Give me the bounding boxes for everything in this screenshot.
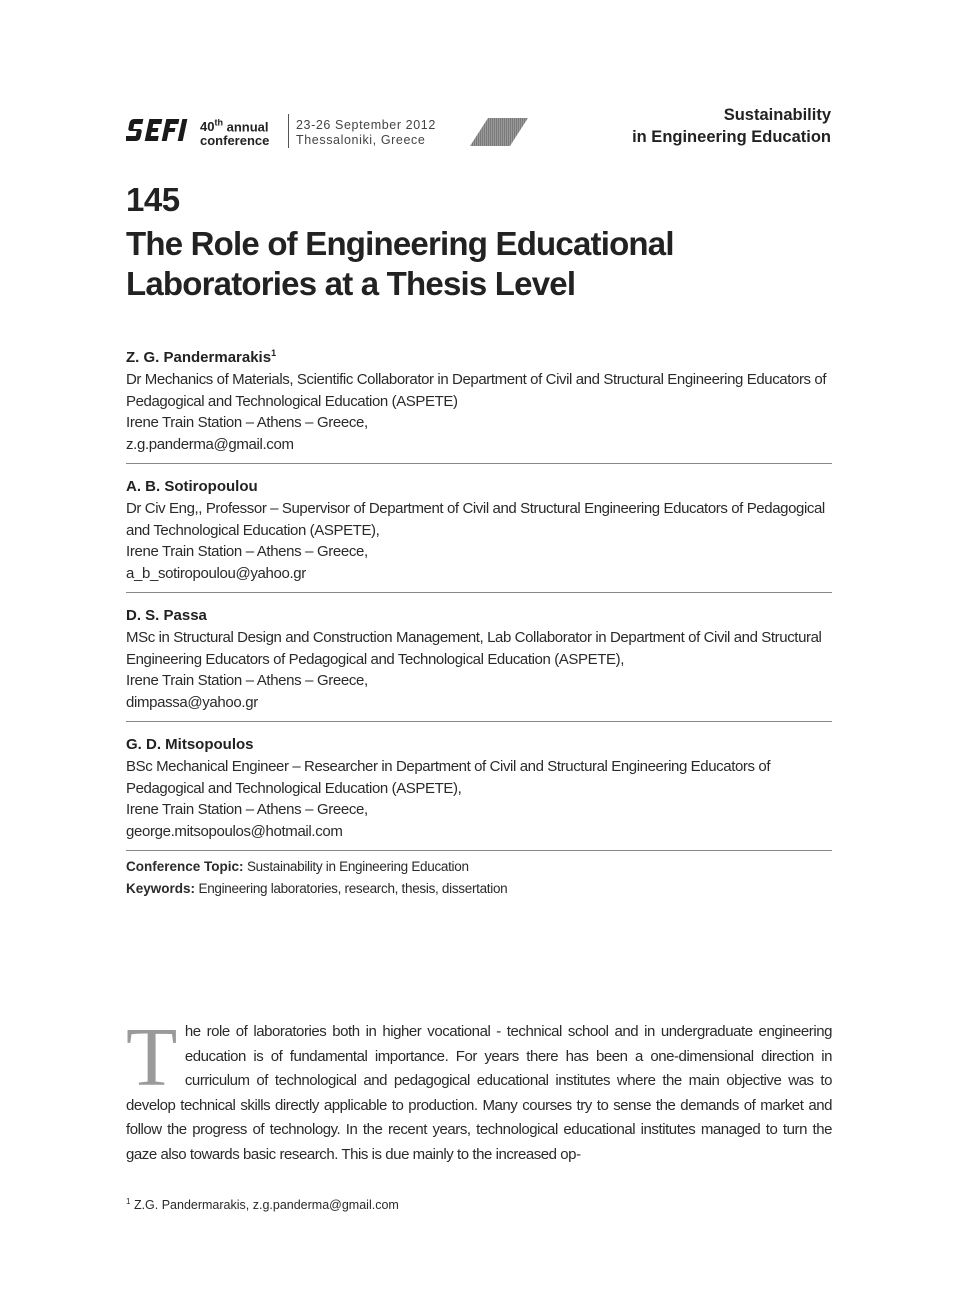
paper-title-line1: The Role of Engineering Educational — [126, 225, 674, 262]
paper-title-line2: Laboratories at a Thesis Level — [126, 265, 576, 302]
paper-meta — [126, 856, 832, 899]
header-topic-line1: Sustainability — [723, 106, 831, 124]
author-name: D. S. Passa — [126, 607, 207, 624]
conference-topic — [126, 856, 832, 878]
author-address: Irene Train Station – Athens – Greece, — [126, 801, 368, 818]
conference-word: conference — [200, 133, 270, 149]
conference-topic-value: Sustainability in Engineering Education — [246, 859, 469, 874]
author-email[interactable]: dimpassa@yahoo.gr — [126, 693, 258, 711]
authors-divider — [126, 850, 832, 851]
author-list — [126, 342, 832, 851]
body-paragraph — [126, 1011, 832, 1167]
author-address: Irene Train Station – Athens – Greece, — [126, 543, 368, 560]
author-affiliation: Dr Mechanics of Materials, Scientific Collaborator in Department of Civil and Structural Engineering Educators of Pedagogical and Technological Education (ASPETE) — [126, 371, 827, 410]
paper-title — [126, 224, 831, 304]
author-email[interactable]: z.g.panderma@gmail.com — [126, 435, 294, 453]
conference-label — [200, 116, 269, 148]
author-block — [126, 592, 832, 721]
author-address: Irene Train Station – Athens – Greece, — [126, 414, 368, 431]
conference-dates-location — [296, 118, 436, 148]
sefi-logo — [126, 116, 192, 146]
author-affiliation: Dr Civ Eng,, Professor – Supervisor of Department of Civil and Structural Engineering Educators of Pedagogical and Technological Education (ASPETE), — [126, 500, 825, 539]
conference-location: Thessaloniki, Greece — [296, 133, 426, 147]
paper-number: 145 — [126, 181, 180, 218]
body-text: he role of laboratories both in higher vocational - technical school and in undergraduate engineering education is of fundamental importance. For years there has been a one-dimensional direction in curriculum of technological and pedagogical educational institutes where the main objective was to develop technical skills directly applicable to production. Many courses try to sense the demands of market and follow the progress of technology. In the recent years, technological educational institutes managed to turn the gaze also towards basic research. This is due mainly to the increased op- — [126, 1023, 832, 1163]
header-topic — [632, 104, 831, 148]
author-name: Z. G. Pandermarakis$^1$ — [126, 348, 277, 366]
drop-cap: T — [126, 1011, 177, 1104]
footnote — [126, 1197, 399, 1212]
keywords-label: Keywords: — [126, 880, 196, 896]
conference-dates: 23-26 September 2012 — [296, 118, 436, 132]
conference-ordinal: 40th — [200, 118, 223, 135]
header-divider — [288, 114, 289, 148]
author-name: G. D. Mitsopoulos — [126, 736, 254, 753]
author-email[interactable]: george.mitsopoulos@hotmail.com — [126, 822, 343, 840]
page-header — [126, 100, 831, 160]
keywords — [126, 878, 832, 900]
author-name: A. B. Sotiropoulou — [126, 478, 258, 495]
author-email[interactable]: a_b_sotiropoulou@yahoo.gr — [126, 564, 306, 582]
author-affiliation: BSc Mechanical Engineer – Researcher in Department of Civil and Structural Engineering Educators of Pedagogical and Technological Education (ASPETE), — [126, 758, 771, 797]
conference-annual: annual — [226, 119, 269, 135]
footnote-text: Z.G. Pandermarakis, z.g.panderma@gmail.com — [133, 1198, 399, 1213]
conference-topic-label: Conference Topic: — [126, 859, 244, 874]
author-block — [126, 342, 832, 463]
author-block — [126, 463, 832, 592]
header-topic-line2: in Engineering Education — [632, 128, 831, 146]
keywords-value: Engineering laboratories, research, thesis, dissertation — [198, 880, 508, 896]
author-block — [126, 721, 832, 850]
author-address: Irene Train Station – Athens – Greece, — [126, 672, 368, 689]
footnote-mark: 1 — [126, 1197, 131, 1206]
author-affiliation: MSc in Structural Design and Construction Management, Lab Collaborator in Department of Civil and Structural Engineering Educators of Pedagogical and Technological Education (ASPETE), — [126, 629, 822, 668]
header-stripe-graphic — [470, 118, 528, 151]
